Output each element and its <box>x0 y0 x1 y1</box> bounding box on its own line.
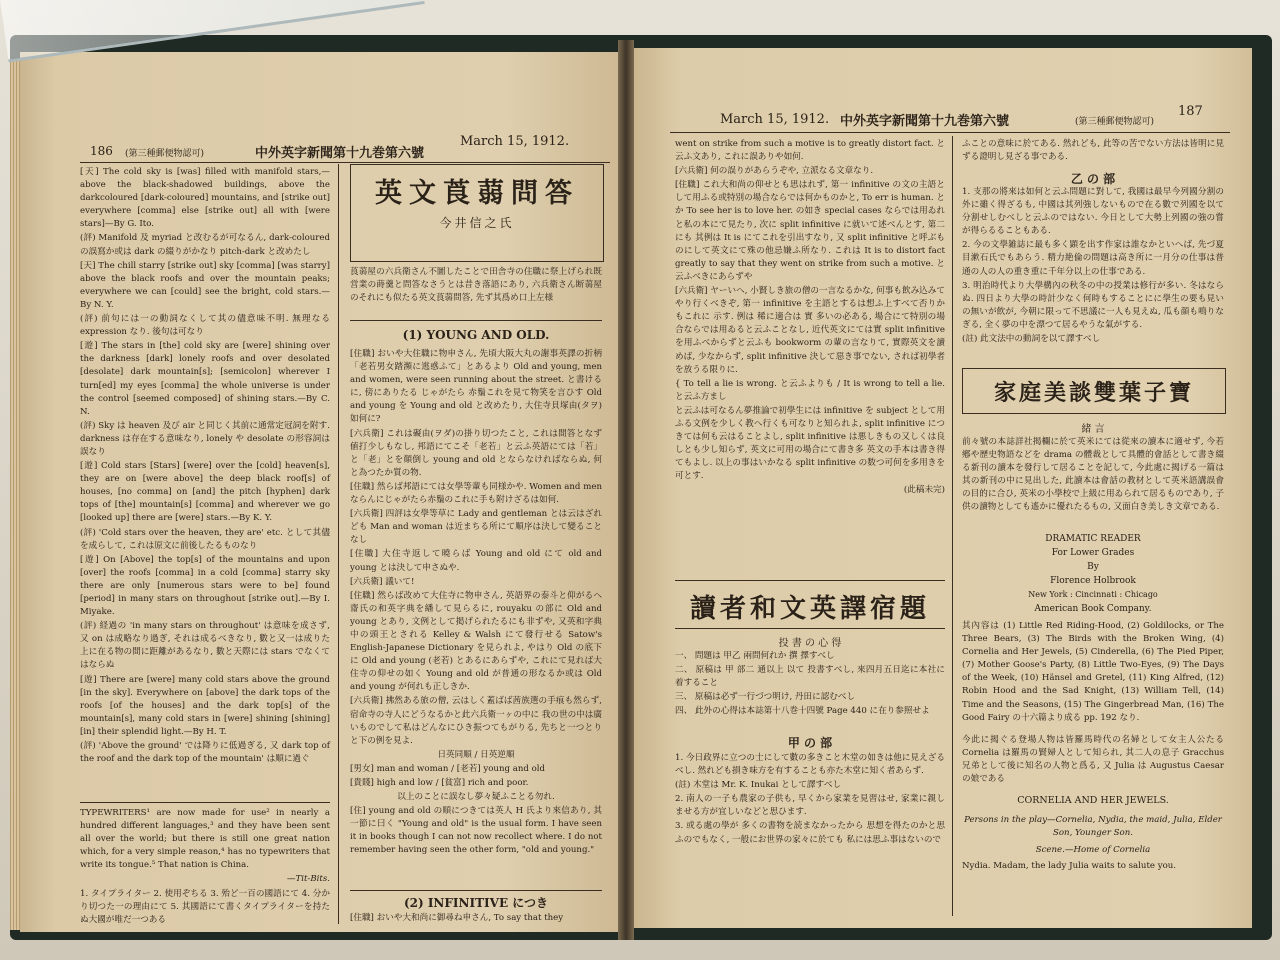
book-author: Florence Holbrook <box>1050 576 1136 586</box>
play-persons: Persons in the play—Cornelia, Nydia, the maid, Julia, Elder Son, Younger Son. <box>964 815 1222 839</box>
book-cities: New York : Cincinnati : Chicago <box>1028 590 1158 599</box>
column-divider <box>338 164 339 924</box>
answer-comment: (評) 'Above the ground' では降りに低過ぎる, 又 dark top of the roof and the dark top of the mountain' は順に過ぐ <box>80 741 330 765</box>
left-page <box>20 52 625 932</box>
dialogue-line: went on strike from such a motive is to greatly distort fact. と云ふ文あり, これに誤ありや如何. <box>675 139 945 163</box>
intro-rule <box>350 320 602 321</box>
exercise-note: (註) 此文法中の動詞を以て譯すべし <box>962 334 1101 345</box>
play-first-line: Nydia. Madam, the lady Julia waits to salute you. <box>962 861 1177 871</box>
journal-title: 中外英字新聞第十九巻第六號 <box>255 146 425 161</box>
book-citation <box>962 532 1224 616</box>
dialogue-note: [住] young and old の順につきては英人 H 氏より來信あり, 其一節に曰く "Young and old" is the usual form. I have seen it in books though I can not now recollect where. I do not remember having seen the other form, "old and young." <box>350 806 602 856</box>
rule-item: 三、 原稿は必ず一行づつ明け, 丹田に認むべし <box>675 692 856 703</box>
section-infinitive: (2) INFINITIVE につき <box>403 896 549 910</box>
book-note: 今此に揭ぐる登場人物は皆羅馬時代の名婦として女主人公たる Cornelia は羅馬の賢婦人として知られ, 其二人の息子 Gracchus 兄弟として後に知名の人物と爲る, 又 Julia は Augustus Caesar の娘である <box>962 735 1224 785</box>
exercise-item: 3. 明治時代より大學構內の秋冬の中の授業は修行が多い. 冬はならぬ. 四日より大學の時計少なく何時もすることにに學生の要も見いの無いが飲が, 今朝に限って不思議に一人も見えぬ, 瓜も顔も鳴りなぎる, 全く夢の中を漂つて居るやうな氣がする. <box>962 280 1224 330</box>
answer-comment: (評) 前句には一の動詞なくして其の儘意味不明. 無理なる expression なり. 後句は可なり <box>80 314 330 338</box>
dialogue-line: [住職] おいや大住職に物申さん, 先頃大阪大丸の謝事英譯の折柄「老若男女踏瀕に逃惑ふて」とあるより Old and young, men and women, were seen running about the street. と書けるに, 傍にありたる じゃがたら 赤鬚これを見て物笑を言ひす Old and young を Young and old と改めたり, 大住寺貝塚由(タヲ)如何に? <box>350 349 602 425</box>
word-order-row: [男女] man and woman / [老若] young and old <box>350 763 546 774</box>
answer-comment: (評) Sky は heaven 及び air と同じく其前に通常定冠詞を附す. darkness は存在する意味なり, lonely や desolate の形容詞は誤なり <box>80 420 330 457</box>
typewriter-passage <box>80 807 330 928</box>
article-author: 今井信之氏 <box>439 216 515 230</box>
dialogue-line: [住職] 然らば邦語にては女學等輩も同様かや. Women and men ならんにじゃがたら赤鬚のこれに手も附けざるは如何. <box>350 481 602 506</box>
play-scene: Scene.—Home of Cornelia <box>1035 845 1151 855</box>
answer-entry: [天] The chill starry [strike out] sky [comma] [was starry] above the black roofs and over the mountain peaks; everywhere we can [could] see the bright, cold stars.—By N. Y. <box>80 260 330 310</box>
answers-column <box>80 166 330 796</box>
dialogue-line: [六兵衛] 何の誤りがあらうぞや, 立派なる文章なり. <box>675 166 874 177</box>
dialogue-line: [住職] これ大和尚の仰せとも思はれず, 第一 infinitive の文の主語として用ふる或特別の場合ならでは何かものかと, To err is human. とか To see her is to love her. の如き special cases ならでは用ゐれと私の本にて見たり, 次に split infinitive に就いて述べんとす, 第二にも 其例は It is にてこれを引出すなり, 又 split infinitive と呼ぶものにして英文にて殊の他忌嫌ふ所なり. これは It is to distort fact greatly to say that they went on strike from such a motive. と云ふべきにあらずや <box>675 180 945 282</box>
page-number: 186 <box>90 144 113 158</box>
to-be-continued: (此稿未完) <box>903 485 945 496</box>
issue-date: March 15, 1912. <box>720 112 830 127</box>
rule-item: 一、 問題は 甲乙 兩問何れか 撰 擇すべし <box>675 651 835 661</box>
page-number: 187 <box>1178 104 1203 119</box>
dialogue-line: [六兵衛] 拂然ある旅の僧, 云はしく蓋ばば茜族選の手痕も然らず, 宿命寺の寺人にどうなるかと此六兵衛一ヶの中に 我の世の中は廣いものでして私はどんなにひき振つてもがりる, 先ちと一つとりと下の例を見よ. <box>350 696 602 746</box>
exercise-item: 2. 今の文學雑誌に最も多く顕を出す作家は誰なかといへば, 先づ夏目漱石氏でもあらう. 精力絶倫の問題は高き所に一月分の仕事は普通の人の人の重き重に千年分以上の仕事である. <box>962 240 1224 277</box>
example-pair: { To tell a lie is wrong. と云ふよりも / It is wrong to tell a lie. と云ふ方まし <box>675 378 945 402</box>
dialogue-line: [住職] 然らば改めて大住寺に物申さん, 英語界の泰斗と仰がるへ齋氏の和英字典を繙して見らるに, rouyaku の部に Old and young とあり, 文例として掲げられたるにも非ずや, 又英和字典中の頭王とされる Kelley & Walsh にて發行せる Satow's English-Japanese Dictionary を見られよ, やはり Old の底下に Old and young (老若) とあるにあらずや, これにて見れば大住寺の仰せの如く Young and old が普通の形なるか或は Old and young が何れも正しきか. <box>350 590 602 693</box>
novel-preface: 前々號の本誌詳社揭欄に於て英米にては從來の讀本に適せず, 今若鄕や歷史物語などを drama の體裁として具體的會話として書き綴る新刊の讀本を發行して居ることを記して, 今此處に揭げる一篇は其の新刊の中に見出した, 此讀本は會話の教材として英米語講誤會の目的に合ひ, 英米の小學校で上級に用ゐられて居るものであり, 子供の讀物としても遙かに優れたるもの, 又面白き美しき文章である. <box>962 437 1224 513</box>
dialogue-line: [六兵衛] 四評は女學等草に Lady and gentleman とは云はざれども Man and woman は近まちる所にて順序は決して變ることなし <box>350 509 602 546</box>
otsu-continuation: ふことの意味に於てある. 然れども, 此等の苦でない方法は皆明に見ずる證明し見ざる事である. <box>962 139 1224 163</box>
exercise-note: (註) 木堂は Mr. K. Inukai として譯すべし <box>675 780 842 791</box>
book-contents: 其內容は (1) Little Red Riding-Hood, (2) Goldilocks, or The Three Bears, (3) The Birds with the Broken Wing, (4) Cornelia and Her Jewels, (5) Cinderella, (6) The Pied Piper, (7) Mother Goose's Party, (8) Little Two-Eyes, (9) The Days of the Week, (10) Hänsel and Gretel, (11) King Alfred, (12) Robin Hood and the Sad Knight, (13) William Tell, (14) Time and the Seasons, (15) The Gingerbread Man, (16) The Good Fairy の十六篇より成る pp. 192 なり. <box>962 621 1224 723</box>
exercise-item: 1. 今日政界に立つの士にして數の多きこと木堂の如きは他に見えざるべし. 然れども損き味方を有することも亦た木堂に知く者あらず. <box>675 753 945 777</box>
section-rule <box>675 628 945 629</box>
book-gutter <box>618 40 634 940</box>
answer-entry: [天] The cold sky is [was] filled with manifold stars,—above the black-shadowed buildings, above the darkcoloured [dark-coloured] mountains, and [strike out] everywhere [comma] else [strike out] all with [were stars]—By G. Ito. <box>80 167 330 230</box>
part-kou-items <box>675 752 945 848</box>
issue-date: March 15, 1912. <box>460 134 570 149</box>
footnote-source: —Tit-Bits. <box>286 874 330 885</box>
section-rule <box>350 890 602 891</box>
novel-title: 家庭美談雙葉子寶 <box>993 380 1194 406</box>
article-title-box <box>350 164 604 262</box>
part-otsu-title: 乙 の 部 <box>1070 172 1116 186</box>
part-kou-title: 甲 の 部 <box>787 736 833 750</box>
article-title: 英文莨蒻問答 <box>375 178 579 209</box>
answer-entry: [遊] The stars in [the] cold sky are [were] shining over the darkness [dark] lonely roofs and over desolated [desolate] dark mountain[s]; [semicolon] wherever I turn[ed] my eyes [comma] the whole universe is under the control [seemed composed] of shining stars.—By C. N. <box>80 341 330 417</box>
answer-entry: [遊] Cold stars [Stars] [were] over the [cold] heaven[s], they are on [were above] the deep black roof[s] of houses, [no comma] on [and] the pitch [hyphen] dark tops of [the] mountain[s] [comma] and wherever we go [looked up] there are [were] stars.—By K. Y. <box>80 461 330 524</box>
submission-rules-title: 投 書 の 心 得 <box>778 638 842 649</box>
column-divider <box>952 136 953 916</box>
header-rule <box>80 162 610 163</box>
footnote-glossary: 1. タイプライター 2. 使用ぞちる 3. 殆ど一百の國語にて 4. 分かり切つた一の理由にて 5. 其國語にて書くタイプライターを持たぬ大國が唯だ一つある <box>80 888 330 925</box>
answer-comment: (評) 'Cold stars over the heaven, they are' etc. として其儘を成らして, これは原文に前後したるものなり <box>80 527 330 551</box>
dialogue-line: と云ふは可なるん夢推論で初學生には infinitive を subject として用ふる文例を少しく教へ行くも可なりと知られよ, split infinitive につきては何も云はることよし, split infinitive は悪しきもの又しくは良しとも少し知らず, 英文に可用の場合にて書き多 英文の手本は書き得てもよし. 以上の事はいかなる split infinitive の数つ可何を多用きを可とす. <box>675 405 945 482</box>
dialogue-line: [住職] 大住寺返して曉らば Young and old にて old and young とは決して申さぬや. <box>350 549 602 573</box>
dialogue-line: [六兵衛] 議いて! <box>350 576 415 587</box>
dialogue-column <box>350 348 602 888</box>
book-title: DRAMATIC READER <box>1045 534 1141 544</box>
rule-item: 二、 原稿は 甲 部二 通以上 以て 投書すべし, 來四月五日迄に本社に着すること <box>675 665 945 689</box>
word-order-row: [貴賤] high and low / [貧富] rich and poor. <box>350 778 529 788</box>
exercise-item: 2. 南人の一子も農家の子供も, 早くから家業を見習はせ, 家業に親しませる方が宜しいなどと思ひます. <box>675 794 945 818</box>
right-page <box>630 48 1252 928</box>
dialogue-line: 以上のことに誤なし夢々疑ふことる勿れ. <box>397 792 555 803</box>
section-rule <box>675 580 945 581</box>
play-title: CORNELIA AND HER JEWELS. <box>1017 795 1169 806</box>
readers-translation-title: 讀者和文英譯宿題 <box>689 594 930 624</box>
footnote-rule <box>80 802 330 803</box>
dialogue-column <box>675 138 945 578</box>
dialogue-continuation: [住職] おいや大和尚に御尋ね申さん, To say that they <box>350 913 564 923</box>
header-rule <box>670 132 1230 133</box>
answer-entry: [遊] There are [were] many cold stars above the ground [in the sky]. Everywhere on [above] the dark tops of the roofs [of the houses] and the dark top[s] of the mountain[s], many cold stars in [were] shining [shining] [in] their splendid light.—By H. T. <box>80 674 330 737</box>
answer-comment: (評) Manifold 及 myriad と改むるが可なるん, dark-coloured の誤寫か或は dark の綴りがかなり pitch-dark と改めたし <box>80 233 330 257</box>
book-by: By <box>1087 562 1099 572</box>
novel-title-box <box>962 368 1226 414</box>
license-note: (第三種郵便物認可) <box>1075 117 1155 127</box>
footnote-text: TYPEWRITERS¹ are now made for use² in nearly a hundred different languages,³ and they have been sent all over the world; but there is still one great nation which, for a very simple reason,⁴ has no typewriters that write its tongue.⁵ That nation is China. <box>80 808 330 871</box>
license-note: (第三種郵便物認可) <box>125 149 205 159</box>
novel-preface-title: 緒 言 <box>1081 424 1105 435</box>
submission-rules <box>675 650 945 719</box>
section-young-and-old: (1) YOUNG AND OLD. <box>402 328 550 342</box>
book-grade: For Lower Grades <box>1051 548 1135 558</box>
dialogue-line: [六兵衛] これは礙由(ヲダ)の掛り切つたこと, これは間答となず値打少しもなし, 邦語にてこそ「老若」と云ふ英語にては「若」と「老」とを顛倒し young and old とならなければならぬ, 何と為つたか質の物. <box>350 428 602 478</box>
rule-item: 四、 此外の心得は本誌第十八巻十四號 Page 440 に在り参照せよ <box>675 706 930 717</box>
article-intro: 莨蒻屋の六兵衛さん不圖したことで田舎寺の住職に祭上げられ既営業の蒔羹と問答なさうとは昔き落語にあり, 六兵衛さん断蒻屋のそれにも似たる英文莨蒻問答, 先ず其爲め口上左様 <box>350 267 602 304</box>
answer-comment: (評) 経過の 'in many stars on throughout' は意味を成さず, 又 on は成略なり過ぎ, それは成るべきなり, 數と又一は成りた上に在る物の間に距離があるなり, 數と天際には stars でなくてはならぬ <box>80 621 330 671</box>
book-publisher: American Book Company. <box>1034 604 1152 614</box>
part-otsu-items <box>962 186 1224 347</box>
answer-entry: [遊] On [Above] the top[s] of the mountains and upon [over] the roofs [comma] in a cold [comma] starry sky there are only [numerous stars were to be] found [period] in many stars on throughout [strike out].—By I. Miyake. <box>80 554 330 618</box>
word-order-table-head: 日英同順 / 日英逆順 <box>437 749 515 760</box>
journal-title: 中外英字新聞第十九巻第六號 <box>840 114 1010 129</box>
exercise-item: 3. 或る處の學が 多くの書物を読まなかったから 思想を得たのかと思ふのでもなく, 一般にお世界の家々に於ても 私には思ふ事はないので <box>675 821 945 845</box>
dialogue-line: [六兵衛] ヤーいへ, 小賢しき旅の僧の一言なるかな, 何事も飲み込みてやり行くべきぞ, 第一 infinitive を主語とするは想ふ上すべて否りかもこれに 示す. 例は 稀に適合は 實 多いの必ある, 場合にて特別の場合ならでは用ゐると云ふことなし, 近代英文にては實 split infinitive を用ふべからずと云ふも bookworm の輩の言なりて, 實際英文を讀めば, 少なからず, split infinitive 決して惡き事でない, されば初學者を放うる限りに. <box>675 286 945 375</box>
exercise-item: 1. 支那の將來は如何と云ふ問題に對して, 我國は最早今列國分割の外に雖く得ざるも, 中國は其列強しないもので在る數で列國を以て分割せしむべしと云ふのではない. 今日として大勢上列國の強の嘗が得らるることもある. <box>962 187 1224 237</box>
